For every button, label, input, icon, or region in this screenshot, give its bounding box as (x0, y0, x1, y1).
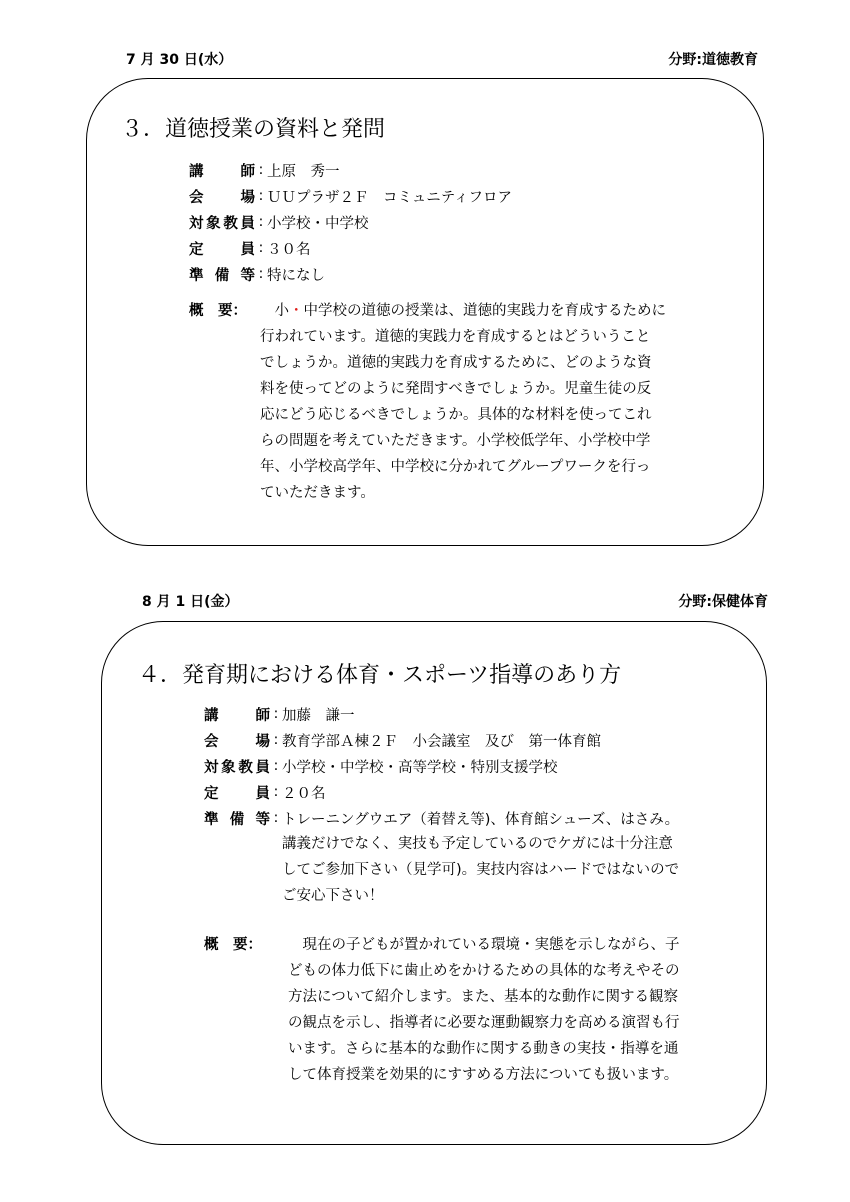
label-colon: : (273, 810, 279, 826)
info-value: ２０名 (282, 785, 326, 802)
info-label: 講師 (204, 707, 270, 724)
info-value: 特になし (267, 267, 325, 284)
label-colon: : (273, 784, 279, 800)
preparation-line: してご参加下さい（見学可)。実技内容はハードではないので (282, 862, 680, 878)
info-label: 対象教員 (204, 759, 270, 776)
summary-label: 概 要： (189, 303, 247, 319)
summary-text-segment: 小 (274, 303, 289, 319)
info-row-capacity (204, 779, 326, 805)
info-label: 準備等 (204, 811, 270, 828)
info-value: 加藤 謙一 (282, 707, 355, 724)
summary-line: どもの体力低下に歯止めをかけるための具体的な考えやその (288, 963, 680, 979)
label-colon: : (258, 266, 264, 282)
preparation-note (282, 831, 679, 909)
info-label: 対象教員 (189, 215, 255, 232)
session-field: 分野:道徳教育 (668, 52, 758, 68)
session-field: 分野:保健体育 (678, 594, 768, 610)
info-row-venue (204, 727, 601, 753)
info-value: 小学校・中学校・高等学校・特別支援学校 (282, 759, 558, 776)
summary-text (288, 932, 680, 1088)
info-label: 定員 (204, 785, 270, 802)
summary-line: 方法について紹介します。また、基本的な動作に関する観察 (288, 989, 679, 1005)
summary-line: 行われています。道徳的実践力を育成するとはどういうこと (260, 329, 651, 345)
info-value: ＵＵプラザ２Ｆ コミュニティフロア (267, 189, 513, 206)
info-label: 会場 (189, 189, 255, 206)
summary-line: 現在の子どもが置かれている環境・実態を示しながら、子 (288, 937, 680, 953)
info-row-target (204, 753, 558, 779)
label-colon: : (258, 214, 264, 230)
info-row-capacity (189, 235, 311, 261)
info-row-target (189, 209, 369, 235)
preparation-line: 講義だけでなく、実技も予定しているのでケガには十分注意 (282, 836, 673, 852)
info-row-venue (189, 183, 512, 209)
info-row-preparation (189, 261, 325, 287)
summary-line: でしょうか。道徳的実践力を育成するために、どのような資 (260, 355, 652, 371)
info-row-lecturer (189, 157, 340, 183)
info-value: 小学校・中学校 (267, 215, 369, 232)
summary-line: の観点を示し、指導者に必要な運動観察力を高める演習も行 (288, 1015, 680, 1031)
info-value: トレーニングウエア（着替え等)、体育館シューズ、はさみ。 (282, 811, 680, 828)
summary-line: います。さらに基本的な動作に関する動きの実技・指導を通 (288, 1041, 679, 1057)
info-label: 会場 (204, 733, 270, 750)
info-label: 定員 (189, 241, 255, 258)
label-colon: : (273, 732, 279, 748)
info-value: 教育学部Ａ棟２Ｆ 小会議室 及び 第一体育館 (282, 733, 601, 750)
label-colon: : (258, 162, 264, 178)
label-colon: : (258, 188, 264, 204)
info-label: 講師 (189, 163, 255, 180)
session-date: 7 月 30 日(水） (126, 52, 233, 68)
info-value: ３０名 (267, 241, 311, 258)
info-label: 準備等 (189, 267, 255, 284)
summary-text-segment: 中学校の道徳の授業は、道徳的実践力を育成するために (303, 303, 666, 319)
label-colon: : (273, 706, 279, 722)
summary-line: して体育授業を効果的にすすめる方法についても扱います。 (288, 1067, 679, 1083)
info-row-preparation (204, 805, 679, 831)
session-title: ３．道徳授業の資料と発問 (121, 117, 386, 142)
session-title: ４．発育期における体育・スポーツ指導のあり方 (138, 663, 622, 688)
summary-line (260, 298, 666, 324)
info-value: 上原 秀一 (267, 163, 340, 180)
info-row-lecturer (204, 701, 355, 727)
summary-line: 年、小学校高学年、中学校に分かれてグループワークを行っ (260, 459, 651, 475)
summary-text-segment-red: ・ (289, 303, 304, 319)
label-colon: : (273, 758, 279, 774)
session-date: 8 月 1 日(金） (142, 594, 239, 610)
label-colon: : (258, 240, 264, 256)
preparation-line: ご安心下さい！ (282, 888, 384, 904)
summary-label: 概 要： (204, 937, 262, 953)
summary-line: 応にどう応じるべきでしょうか。具体的な材料を使ってこれ (260, 407, 652, 423)
summary-line: らの問題を考えていただきます。小学校低学年、小学校中学 (260, 433, 651, 449)
summary-line: ていただきます。 (260, 485, 375, 501)
summary-line: 料を使ってどのように発問すべきでしょうか。児童生徒の反 (260, 381, 652, 397)
summary-text (260, 298, 666, 506)
